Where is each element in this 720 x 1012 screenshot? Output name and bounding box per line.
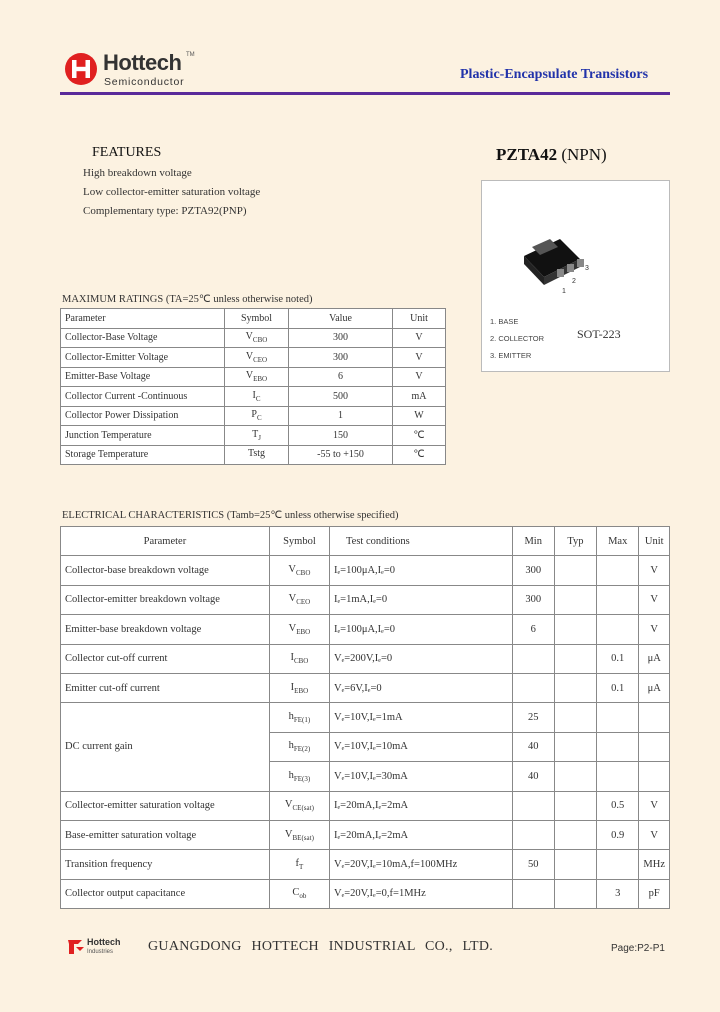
table-row	[61, 644, 670, 673]
table-row	[61, 673, 670, 702]
min-cell: 40	[512, 762, 554, 791]
table-row	[61, 367, 446, 387]
symbol-cell: $h_{FE(1)}$	[269, 703, 329, 732]
condition-cell: Iₑ=20mA,Iₑ=2mA	[329, 791, 512, 820]
unit-cell: V	[639, 585, 670, 614]
min-cell	[512, 644, 554, 673]
typ-cell	[554, 732, 596, 761]
param-cell: Transition frequency	[61, 850, 270, 879]
max-cell	[597, 556, 639, 585]
value-cell: 300	[289, 328, 393, 348]
table-header-row	[61, 309, 446, 329]
typ-cell	[554, 644, 596, 673]
typ-cell	[554, 703, 596, 732]
table-row	[61, 406, 446, 426]
max-cell	[597, 762, 639, 791]
max-ratings-caption: MAXIMUM RATINGS (TA=25℃ unless otherwise noted)	[62, 294, 313, 305]
typ-cell	[554, 762, 596, 791]
pin-list	[490, 313, 544, 364]
symbol-cell: $I_{EBO}$	[269, 673, 329, 702]
brand-name: Hottech	[103, 50, 182, 75]
symbol-cell: $P_C$	[225, 406, 289, 426]
param-cell: Collector-emitter saturation voltage	[61, 791, 270, 820]
pin-number-1: 1	[562, 288, 566, 295]
param-cell: Storage Temperature	[61, 445, 225, 465]
unit-cell: mA	[393, 387, 446, 407]
table-row	[61, 556, 670, 585]
param-cell: Emitter-base breakdown voltage	[61, 615, 270, 644]
table-row	[61, 585, 670, 614]
features-list	[83, 164, 260, 221]
table-row	[61, 348, 446, 368]
footer-brand-subtitle: Industries	[87, 949, 114, 955]
min-cell	[512, 820, 554, 849]
max-cell: 0.1	[597, 673, 639, 702]
value-cell: 6	[289, 367, 393, 387]
footer-company-name: GUANGDONG HOTTECH INDUSTRIAL CO., LTD.	[148, 939, 494, 954]
max-cell: 0.1	[597, 644, 639, 673]
min-cell: 300	[512, 556, 554, 585]
header-cell: Test conditions	[329, 527, 512, 556]
param-cell: Emitter-Base Voltage	[61, 367, 225, 387]
symbol-cell: $I_{CBO}$	[269, 644, 329, 673]
package-name: SOT-223	[577, 327, 621, 341]
typ-cell	[554, 556, 596, 585]
feature-item: Complementary type: PZTA92(PNP)	[83, 205, 247, 217]
pin-number-3: 3	[585, 265, 589, 272]
value-cell: -55 to +150	[289, 445, 393, 465]
unit-cell: V	[639, 615, 670, 644]
value-cell: 300	[289, 348, 393, 368]
max-cell	[597, 732, 639, 761]
table-row	[61, 328, 446, 348]
table-row	[61, 615, 670, 644]
table-row	[61, 850, 670, 879]
unit-cell: MHz	[639, 850, 670, 879]
max-cell: 3	[597, 879, 639, 908]
symbol-cell: $V_{BE(sat)}$	[269, 820, 329, 849]
min-cell	[512, 673, 554, 702]
symbol-cell: $V_{CEO}$	[269, 585, 329, 614]
unit-cell: V	[393, 348, 446, 368]
electrical-caption: ELECTRICAL CHARACTERISTICS (Tamb=25℃ unless otherwise specified)	[62, 510, 399, 521]
hottech-logo-icon	[64, 52, 98, 86]
symbol-cell: Tstg	[225, 445, 289, 465]
header-cell: Symbol	[269, 527, 329, 556]
param-cell: Collector-Base Voltage	[61, 328, 225, 348]
table-row	[61, 879, 670, 908]
symbol-cell: $V_{CBO}$	[225, 328, 289, 348]
part-type: (NPN)	[561, 145, 607, 164]
header-cell: Max	[597, 527, 639, 556]
unit-cell: V	[393, 367, 446, 387]
value-cell: 1	[289, 406, 393, 426]
page-number: Page:P2-P1	[611, 943, 665, 954]
unit-cell: V	[639, 820, 670, 849]
unit-cell: V	[393, 328, 446, 348]
typ-cell	[554, 585, 596, 614]
table-row	[61, 791, 670, 820]
unit-cell: ℃	[393, 445, 446, 465]
symbol-cell: $h_{FE(3)}$	[269, 762, 329, 791]
min-cell	[512, 879, 554, 908]
footer-brand: Hottech	[87, 937, 121, 947]
value-cell: 150	[289, 426, 393, 446]
max-cell: 0.5	[597, 791, 639, 820]
unit-cell: μA	[639, 673, 670, 702]
unit-cell: W	[393, 406, 446, 426]
unit-cell	[639, 703, 670, 732]
header-cell: Unit	[639, 527, 670, 556]
min-cell: 6	[512, 615, 554, 644]
param-cell: Collector-base breakdown voltage	[61, 556, 270, 585]
max-cell	[597, 615, 639, 644]
sot223-package-icon	[502, 211, 612, 301]
param-cell: Junction Temperature	[61, 426, 225, 446]
symbol-cell: $f_T$	[269, 850, 329, 879]
table-row	[61, 426, 446, 446]
features-heading: FEATURES	[92, 145, 162, 160]
header-cell: Symbol	[225, 309, 289, 329]
symbol-cell: $V_{CEO}$	[225, 348, 289, 368]
symbol-cell: $C_{ob}$	[269, 879, 329, 908]
condition-cell: Vₑ=20V,Iₑ=0,f=1MHz	[329, 879, 512, 908]
value-cell: 500	[289, 387, 393, 407]
typ-cell	[554, 673, 596, 702]
unit-cell: V	[639, 791, 670, 820]
part-number-title	[496, 145, 607, 165]
param-cell: Collector-Emitter Voltage	[61, 348, 225, 368]
condition-cell: Vₑ=10V,Iₑ=30mA	[329, 762, 512, 791]
brand-subtitle: Semiconductor	[104, 76, 185, 88]
typ-cell	[554, 791, 596, 820]
typ-cell	[554, 879, 596, 908]
pin-number-2: 2	[572, 278, 576, 285]
param-cell: Collector output capacitance	[61, 879, 270, 908]
max-cell: 0.9	[597, 820, 639, 849]
max-cell	[597, 703, 639, 732]
table-row	[61, 445, 446, 465]
max-ratings-table	[60, 308, 446, 465]
condition-cell: Vₑ=6V,Iₑ=0	[329, 673, 512, 702]
table-header-row	[61, 527, 670, 556]
trademark-mark: TM	[186, 52, 195, 58]
param-cell: Collector-emitter breakdown voltage	[61, 585, 270, 614]
table-row	[61, 703, 670, 732]
unit-cell: μA	[639, 644, 670, 673]
condition-cell: Vₑ=200V,Iₑ=0	[329, 644, 512, 673]
param-cell: Collector Current -Continuous	[61, 387, 225, 407]
unit-cell: V	[639, 556, 670, 585]
unit-cell	[639, 732, 670, 761]
document-title: Plastic-Encapsulate Transistors	[460, 67, 649, 82]
symbol-cell: $V_{CE(sat)}$	[269, 791, 329, 820]
header-cell: Unit	[393, 309, 446, 329]
min-cell: 40	[512, 732, 554, 761]
footer-logo-icon	[66, 938, 86, 956]
feature-item: Low collector-emitter saturation voltage	[83, 186, 261, 198]
param-cell: Collector Power Dissipation	[61, 406, 225, 426]
condition-cell: Vₑ=20V,Iₑ=10mA,f=100MHz	[329, 850, 512, 879]
header-cell: Typ	[554, 527, 596, 556]
feature-item: High breakdown voltage	[83, 167, 192, 179]
condition-cell: Iₑ=1mA,Iₑ=0	[329, 585, 512, 614]
typ-cell	[554, 615, 596, 644]
unit-cell: ℃	[393, 426, 446, 446]
pin-label: 1. BASE	[490, 317, 519, 326]
condition-cell: Iₑ=100μA,Iₑ=0	[329, 556, 512, 585]
param-cell: DC current gain	[61, 703, 270, 791]
max-cell	[597, 850, 639, 879]
param-cell: Collector cut-off current	[61, 644, 270, 673]
table-row	[61, 820, 670, 849]
symbol-cell: $I_C$	[225, 387, 289, 407]
condition-cell: Iₑ=100μA,Iₑ=0	[329, 615, 512, 644]
header-cell: Parameter	[61, 309, 225, 329]
typ-cell	[554, 820, 596, 849]
min-cell	[512, 791, 554, 820]
header-cell: Value	[289, 309, 393, 329]
condition-cell: Vₑ=10V,Iₑ=10mA	[329, 732, 512, 761]
header-cell: Parameter	[61, 527, 270, 556]
part-number: PZTA42	[496, 145, 558, 164]
condition-cell: Vₑ=10V,Iₑ=1mA	[329, 703, 512, 732]
table-row	[61, 387, 446, 407]
header-cell: Min	[512, 527, 554, 556]
condition-cell: Iₑ=20mA,Iₑ=2mA	[329, 820, 512, 849]
unit-cell: pF	[639, 879, 670, 908]
package-figure	[481, 180, 670, 372]
electrical-table	[60, 526, 670, 909]
pin-label: 3. EMITTER	[490, 351, 532, 360]
symbol-cell: $V_{EBO}$	[269, 615, 329, 644]
min-cell: 50	[512, 850, 554, 879]
unit-cell	[639, 762, 670, 791]
param-cell: Base-emitter saturation voltage	[61, 820, 270, 849]
min-cell: 25	[512, 703, 554, 732]
header-divider	[60, 92, 670, 95]
typ-cell	[554, 850, 596, 879]
symbol-cell: $T_J$	[225, 426, 289, 446]
symbol-cell: $V_{EBO}$	[225, 367, 289, 387]
pin-label: 2. COLLECTOR	[490, 334, 545, 343]
symbol-cell: $V_{CBO}$	[269, 556, 329, 585]
min-cell: 300	[512, 585, 554, 614]
max-cell	[597, 585, 639, 614]
symbol-cell: $h_{FE(2)}$	[269, 732, 329, 761]
param-cell: Emitter cut-off current	[61, 673, 270, 702]
